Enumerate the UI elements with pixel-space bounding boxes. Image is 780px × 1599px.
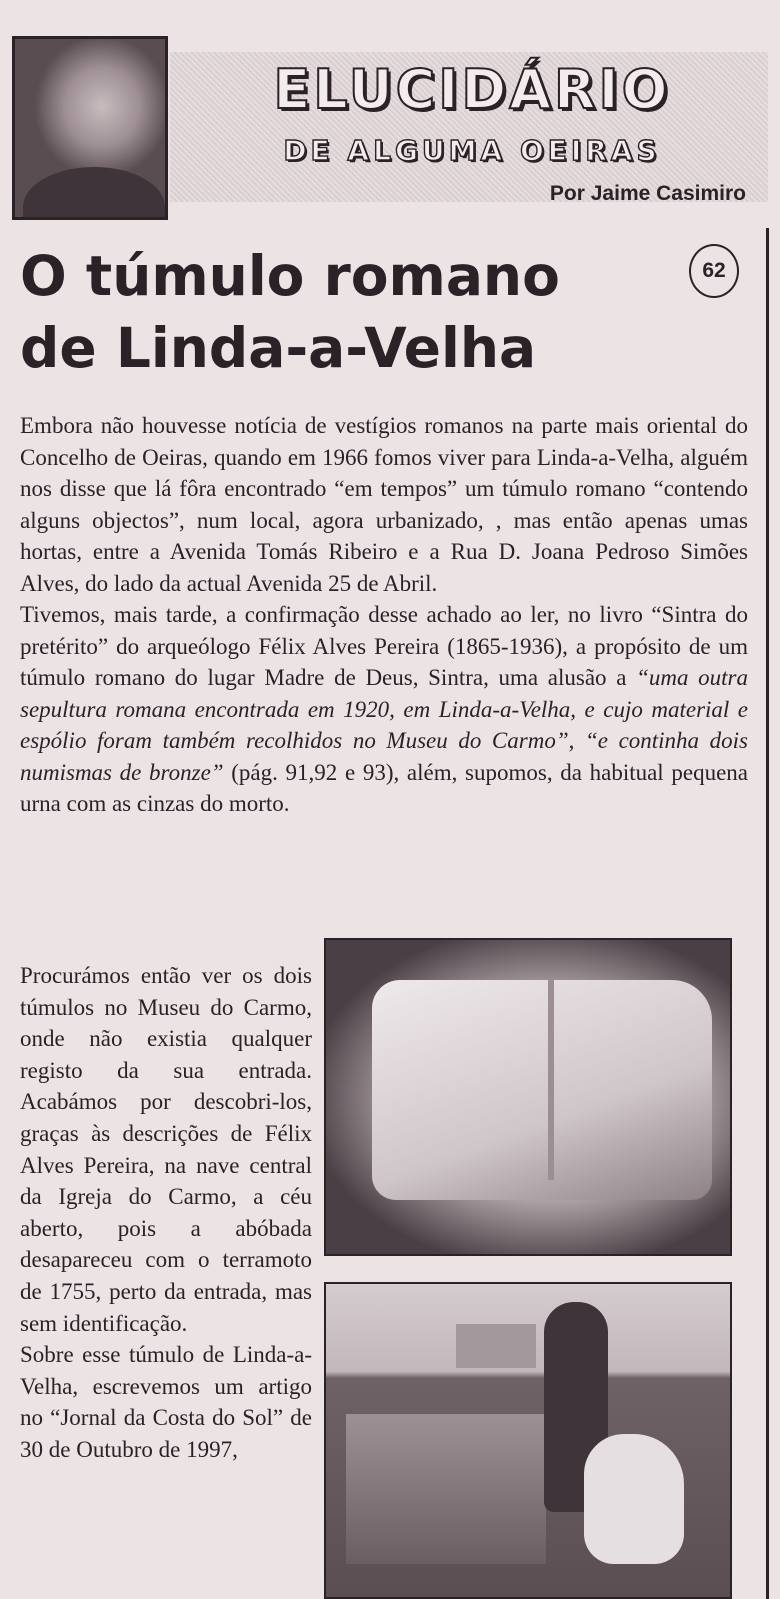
column-title: ELUCIDÁRIO: [273, 58, 671, 121]
article-headline: [20, 240, 690, 384]
portrait-figure: [23, 167, 165, 220]
article-body-narrow-column: [20, 960, 312, 1466]
field-with-child-photo: [324, 1282, 732, 1599]
roman-tomb-photo: [324, 938, 732, 1256]
paragraph-2-text-c: (pág. 91,92 e 93), além, supomos, da habitual pequena urna com as cinzas do morto.: [20, 759, 748, 816]
tomb-stone: [372, 980, 712, 1200]
tomb-seam: [548, 980, 554, 1180]
issue-number-badge: 62: [689, 244, 739, 298]
author-byline: Por Jaime Casimiro: [549, 182, 746, 205]
headline-line-2: de Linda-a-Velha: [20, 316, 537, 380]
headline-line-1: O túmulo romano: [20, 244, 560, 308]
white-sack: [584, 1434, 684, 1564]
column-subtitle: DE ALGUMA OEIRAS: [283, 134, 661, 167]
distant-building: [456, 1324, 536, 1368]
paragraph-2: [20, 599, 748, 820]
paragraph-2-text-a: Tivemos, mais tarde, a confirmação desse achado ao ler, no livro “Sintra do pretérito” do arqueólogo Félix Alves Pereira (1865-1936), a propósito de um túmulo romano do lugar Madre de Deus, Sintra, uma alusão a: [20, 602, 748, 690]
article-body-full-width: [20, 410, 748, 820]
paragraph-2-text-b: ,: [568, 728, 585, 753]
stone-block: [346, 1414, 546, 1564]
column-rule: [766, 228, 769, 1599]
paragraph-2-quote-1: “uma outra sepultura romana encontrada em 1920, em Linda-a-Velha, e cujo material e espólio foram também recolhidos no Museu do Carmo”: [20, 665, 748, 753]
author-portrait: [12, 36, 168, 220]
paragraph-4: Sobre esse túmulo de Linda-a-Velha, escrevemos um artigo no “Jornal da Costa do Sol” de 30 de Outubro de 1997,: [20, 1342, 312, 1462]
paragraph-2-quote-2: “e continha dois numismas de bronze”: [20, 728, 748, 785]
column-banner: [170, 52, 768, 202]
paragraph-1: Embora não houvesse notícia de vestígios romanos na parte mais oriental do Concelho de Oeiras, quando em 1966 fomos viver para Linda-a-Velha, alguém nos disse que lá fôra encontrado “em tempos” um túmulo romano “contendo alguns objectos”, num local, agora urbanizado, , mas então apenas umas hortas, entre a Avenida Tomás Ribeiro e a Rua D. Joana Pedroso Simões Alves, do lado da actual Avenida 25 de Abril.: [20, 413, 748, 596]
paragraph-3: Procurámos então ver os dois túmulos no Museu do Carmo, onde não existia qualquer registo da sua entrada. Acabámos por descobri-los, graças às descrições de Félix Alves Pereira, na nave central da Igreja do Carmo, a céu aberto, pois a abóbada desapareceu com o terramoto de 1755, perto da entrada, mas sem identificação.: [20, 963, 312, 1336]
column-header: [8, 34, 768, 220]
